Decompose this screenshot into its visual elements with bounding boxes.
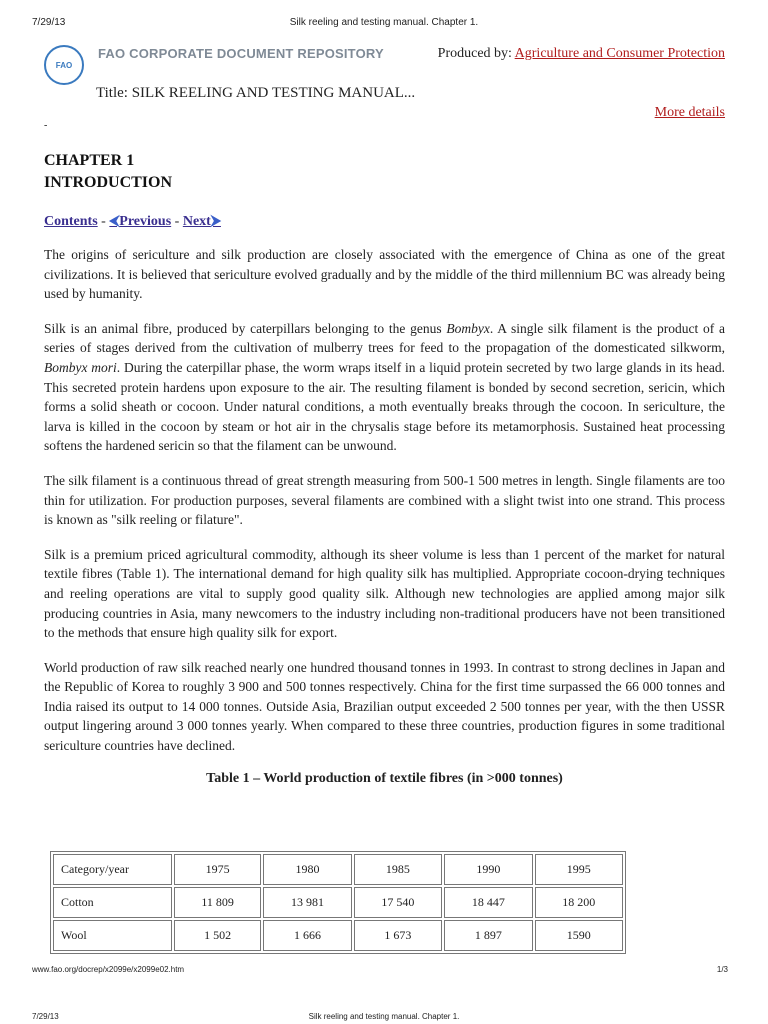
chapter-heading — [44, 150, 725, 194]
table-cell: 17 540 — [354, 887, 442, 918]
produced-by-label: Produced by: — [437, 46, 512, 61]
table-cell: 1590 — [535, 920, 623, 951]
table-cell: 13 981 — [263, 887, 351, 918]
table-row — [53, 920, 623, 951]
chapter-name: INTRODUCTION — [44, 174, 173, 191]
paragraph-5: World production of raw silk reached nearly one hundred thousand tonnes in 1993. In contrast to strong declines in Japan and the Republic of Korea to roughly 3 900 and 500 tonnes respectively. China for the first time surpassed the 66 000 tonnes and India raised its output to 14 000 tonnes. Outside Asia, Brazilian output exceeded 2 500 tonnes per year, with the then USSR output lingering around 3 000 tonnes yearly. When compared to these three countries, production figures in some traditional sericulture countries have declined. — [44, 659, 725, 754]
table-cell: 1 666 — [263, 920, 351, 951]
arrow-right-icon: ⮞ — [210, 214, 221, 229]
paragraph-4: Silk is a premium priced agricultural commodity, although its sheer volume is less than 1 percent of the market for natural textile fibres (Table 1). The international demand for high quality silk has multiplied. Appropriate cocoon-drying techniques and reeling operations are vital to supply good quality silk. Although new technologies are applied among major silk producing countries in Asia, many newcomers to the industry including non-traditional producers have not been transitioned to the methods that ensure high quality silk for export. — [44, 546, 725, 641]
print-date: 7/29/13 — [32, 17, 66, 28]
table-cell: 18 447 — [444, 887, 532, 918]
paragraph-3: The silk filament is a continuous thread of great strength measuring from 500-1 500 metres in length. Single filaments are too thin for utilization. For production purposes, several filaments are combined with a slight twist into one strand. This process is known as "silk reeling or filature". — [44, 472, 725, 528]
table-header-cell: Category/year — [53, 854, 172, 885]
table-row — [53, 887, 623, 918]
table-cell: 18 200 — [535, 887, 623, 918]
paragraph-2: Silk is an animal fibre, produced by caterpillars belonging to the genus Bombyx. A single silk filament is the product of a series of stages derived from the cultivation of mulberry trees for feed to the propagation of the domesticated silkworm, Bombyx mori. During the caterpillar phase, the worm wraps itself in a liquid protein secreted by two large glands in its head. This secreted protein hardens upon exposure to the air. The resulting filament is bonded by second secretion, sericin, which forms a solid sheath or cocoon. Under natural conditions, a moth eventually breaks through the cocoon. In sericulture, the larva is killed in the cocoon by steam or hot air in the chrysalis stage before its metamorphosis. Sustained heat processing softens the hardened sericin so that the filament can be unwound. — [44, 320, 725, 454]
table-cell: 11 809 — [174, 887, 261, 918]
table-header-cell: 1985 — [354, 854, 442, 885]
more-details-link[interactable]: More details — [654, 105, 725, 120]
table-cell: 1 897 — [444, 920, 532, 951]
next-link[interactable]: Next⮞ — [182, 214, 221, 229]
table-cell: 1 673 — [354, 920, 442, 951]
arrow-left-icon: ⮜ — [109, 214, 120, 229]
repository-name: FAO CORPORATE DOCUMENT REPOSITORY — [98, 46, 384, 61]
print-title: Silk reeling and testing manual. Chapter 1. — [289, 17, 479, 28]
table-cell: Wool — [53, 920, 172, 951]
fao-logo-icon[interactable]: FAO — [44, 45, 84, 85]
main-content — [44, 150, 725, 787]
table-header-row — [53, 854, 623, 885]
footer-url: www.fao.org/docrep/x2099e/x2099e02.htm — [32, 965, 185, 974]
next-page-title: Silk reeling and testing manual. Chapter 1. — [308, 1012, 460, 1021]
production-table — [50, 851, 626, 954]
table-cell: Cotton — [53, 887, 172, 918]
table-caption: Table 1 – World production of textile fibres (in >000 tonnes) — [206, 770, 563, 786]
document-title: Title: SILK REELING AND TESTING MANUAL... — [96, 85, 416, 101]
produced-by-link[interactable]: Agriculture and Consumer Protection — [514, 46, 725, 61]
chapter-number: CHAPTER 1 — [44, 152, 135, 169]
table-header-cell: 1995 — [535, 854, 623, 885]
footer-page-number: 1/3 — [716, 965, 728, 974]
previous-link[interactable]: ⮜Previous — [109, 214, 172, 229]
produced-by — [425, 44, 725, 64]
paragraph-1: The origins of sericulture and silk production are closely associated with the emergence of China as one of the great civilizations. It is believed that sericulture evolved gradually and by the middle of the third millennium BC was already being used by humanity. — [44, 247, 725, 302]
table-header-cell: 1980 — [263, 854, 351, 885]
next-page-date: 7/29/13 — [32, 1012, 59, 1021]
table-header-cell: 1975 — [174, 854, 261, 885]
contents-link[interactable]: Contents — [44, 214, 98, 229]
table-header-cell: 1990 — [444, 854, 532, 885]
separator-dash: - — [44, 120, 48, 131]
chapter-nav: Contents - ⮜Previous - Next⮞ — [44, 214, 221, 229]
table-cell: 1 502 — [174, 920, 261, 951]
